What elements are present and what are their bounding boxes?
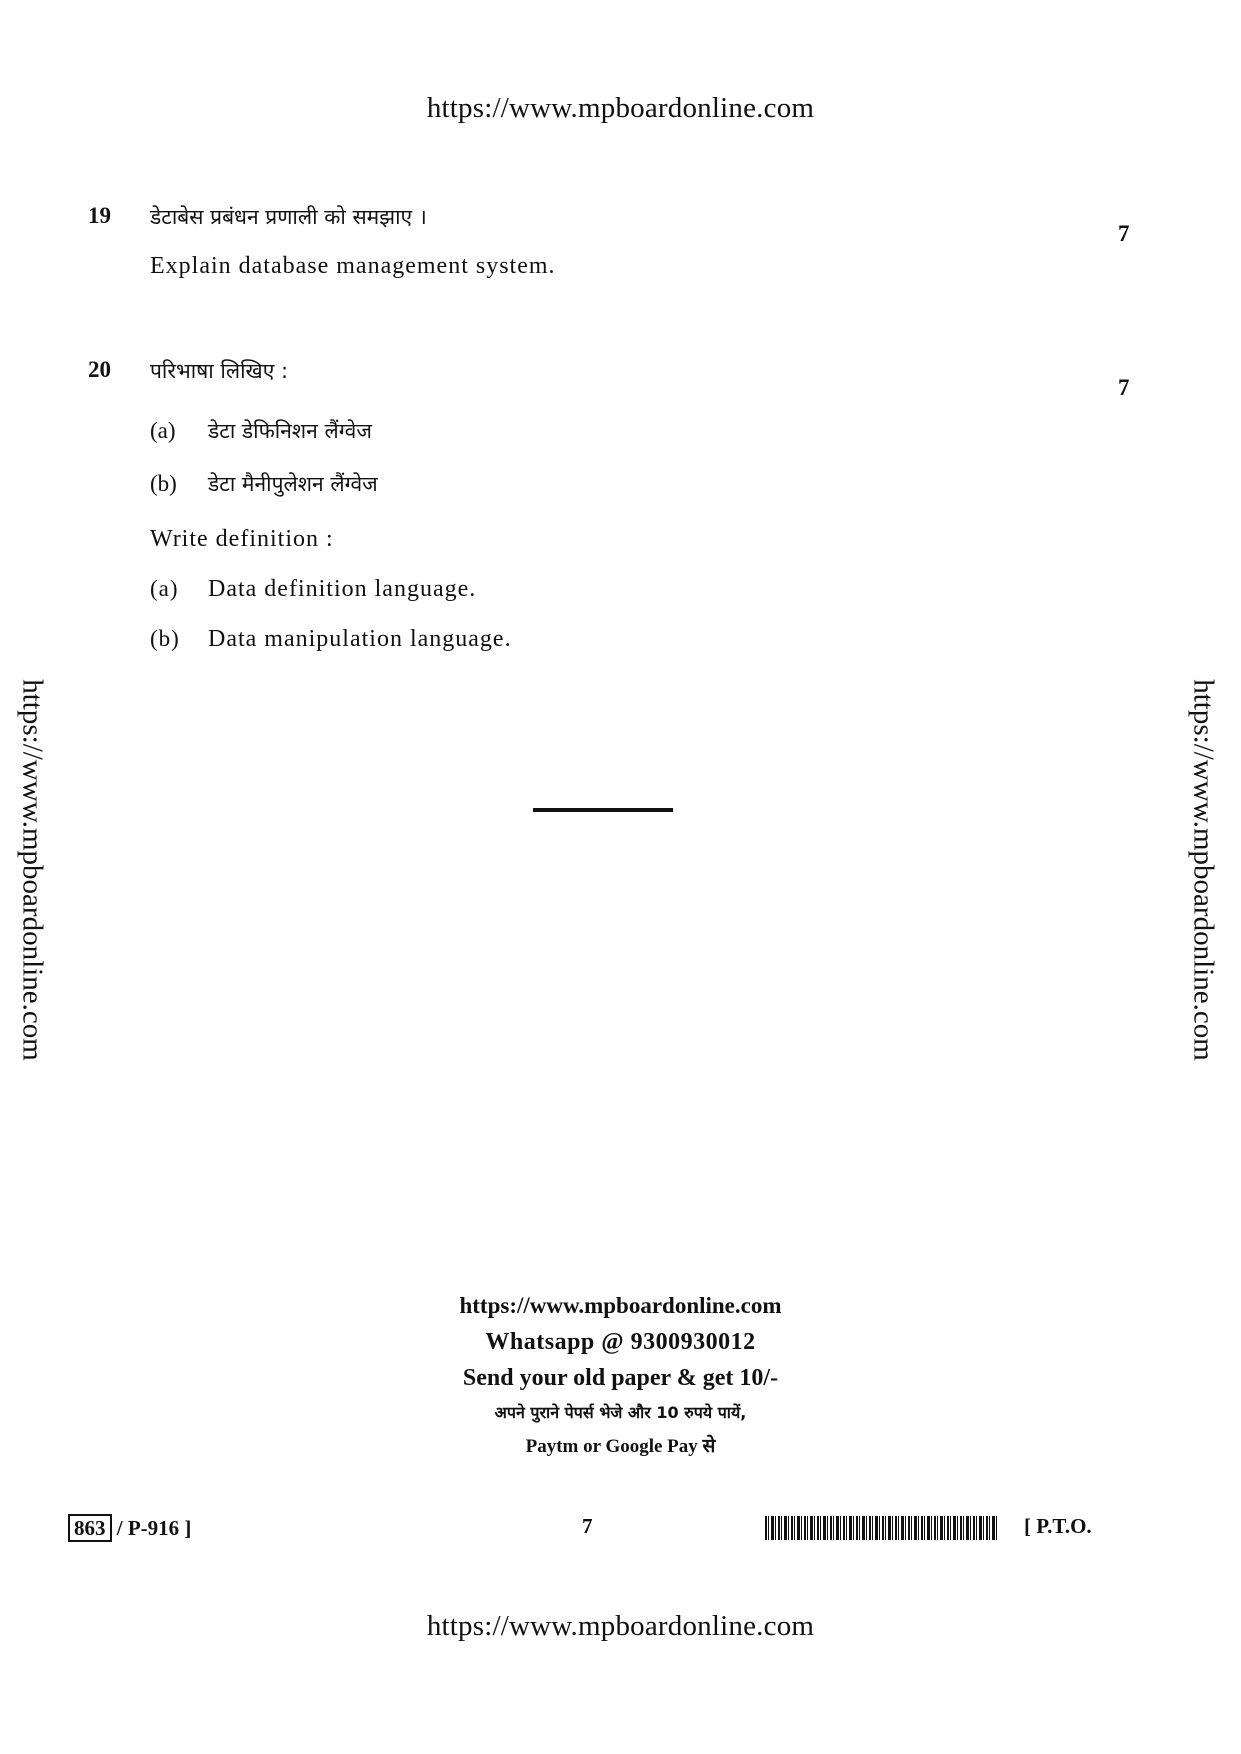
question-number: 20 — [88, 357, 111, 382]
promo-whatsapp: Whatsapp @ 9300930012 — [485, 1329, 756, 1355]
option-hindi-a — [150, 417, 372, 445]
question-marks: 7 — [1118, 375, 1130, 400]
watermark-bottom-url: https://www.mpboardonline.com — [426, 1610, 815, 1642]
option-letter: (b) — [150, 471, 177, 496]
footer-page-number: 7 — [582, 1514, 593, 1538]
end-of-paper-rule — [533, 808, 673, 812]
footer-code-box: 863 — [68, 1514, 112, 1542]
promo-offer: Send your old paper & get 10/- — [462, 1365, 779, 1391]
watermark-right-url: https://www.mpboardonline.com — [1187, 679, 1220, 1061]
option-english-a — [150, 576, 476, 603]
option-text: Data definition language. — [208, 576, 477, 602]
option-english-b — [150, 626, 512, 653]
question-marks: 7 — [1118, 221, 1130, 246]
promo-block — [0, 1288, 1241, 1464]
question-text-english: Explain database management system. — [150, 253, 556, 279]
footer-paper-code — [68, 1514, 191, 1542]
question-19 — [88, 203, 1138, 293]
question-text-hindi: डेटाबेस प्रबंधन प्रणाली को समझाए । — [150, 205, 427, 229]
option-letter: (a) — [150, 576, 179, 601]
question-20 — [88, 357, 1138, 677]
option-letter: (a) — [150, 418, 176, 443]
write-definition-english: Write definition : — [150, 526, 334, 552]
promo-url: https://www.mpboardonline.com — [459, 1293, 782, 1318]
option-hindi-b — [150, 470, 378, 498]
footer-paper-id: / P-916 ] — [116, 1516, 192, 1540]
promo-payment: Paytm or Google Pay से — [525, 1436, 716, 1457]
watermark-top-url: https://www.mpboardonline.com — [426, 92, 815, 124]
question-number: 19 — [88, 203, 111, 228]
option-text: डेटा मैनीपुलेशन लैंग्वेज — [208, 472, 378, 496]
page-footer — [0, 1514, 1241, 1550]
watermark-left-url: https://www.mpboardonline.com — [16, 679, 49, 1061]
option-text: Data manipulation language. — [208, 626, 512, 652]
option-text: डेटा डेफिनिशन लैंग्वेज — [208, 419, 372, 443]
barcode-icon — [765, 1516, 997, 1540]
footer-pto: [ P.T.O. — [1024, 1514, 1092, 1538]
option-letter: (b) — [150, 626, 180, 651]
question-text-hindi: परिभाषा लिखिए : — [150, 359, 289, 383]
promo-offer-hindi: अपने पुराने पेपर्स भेजे और 10 रुपये पायें, — [494, 1403, 747, 1422]
